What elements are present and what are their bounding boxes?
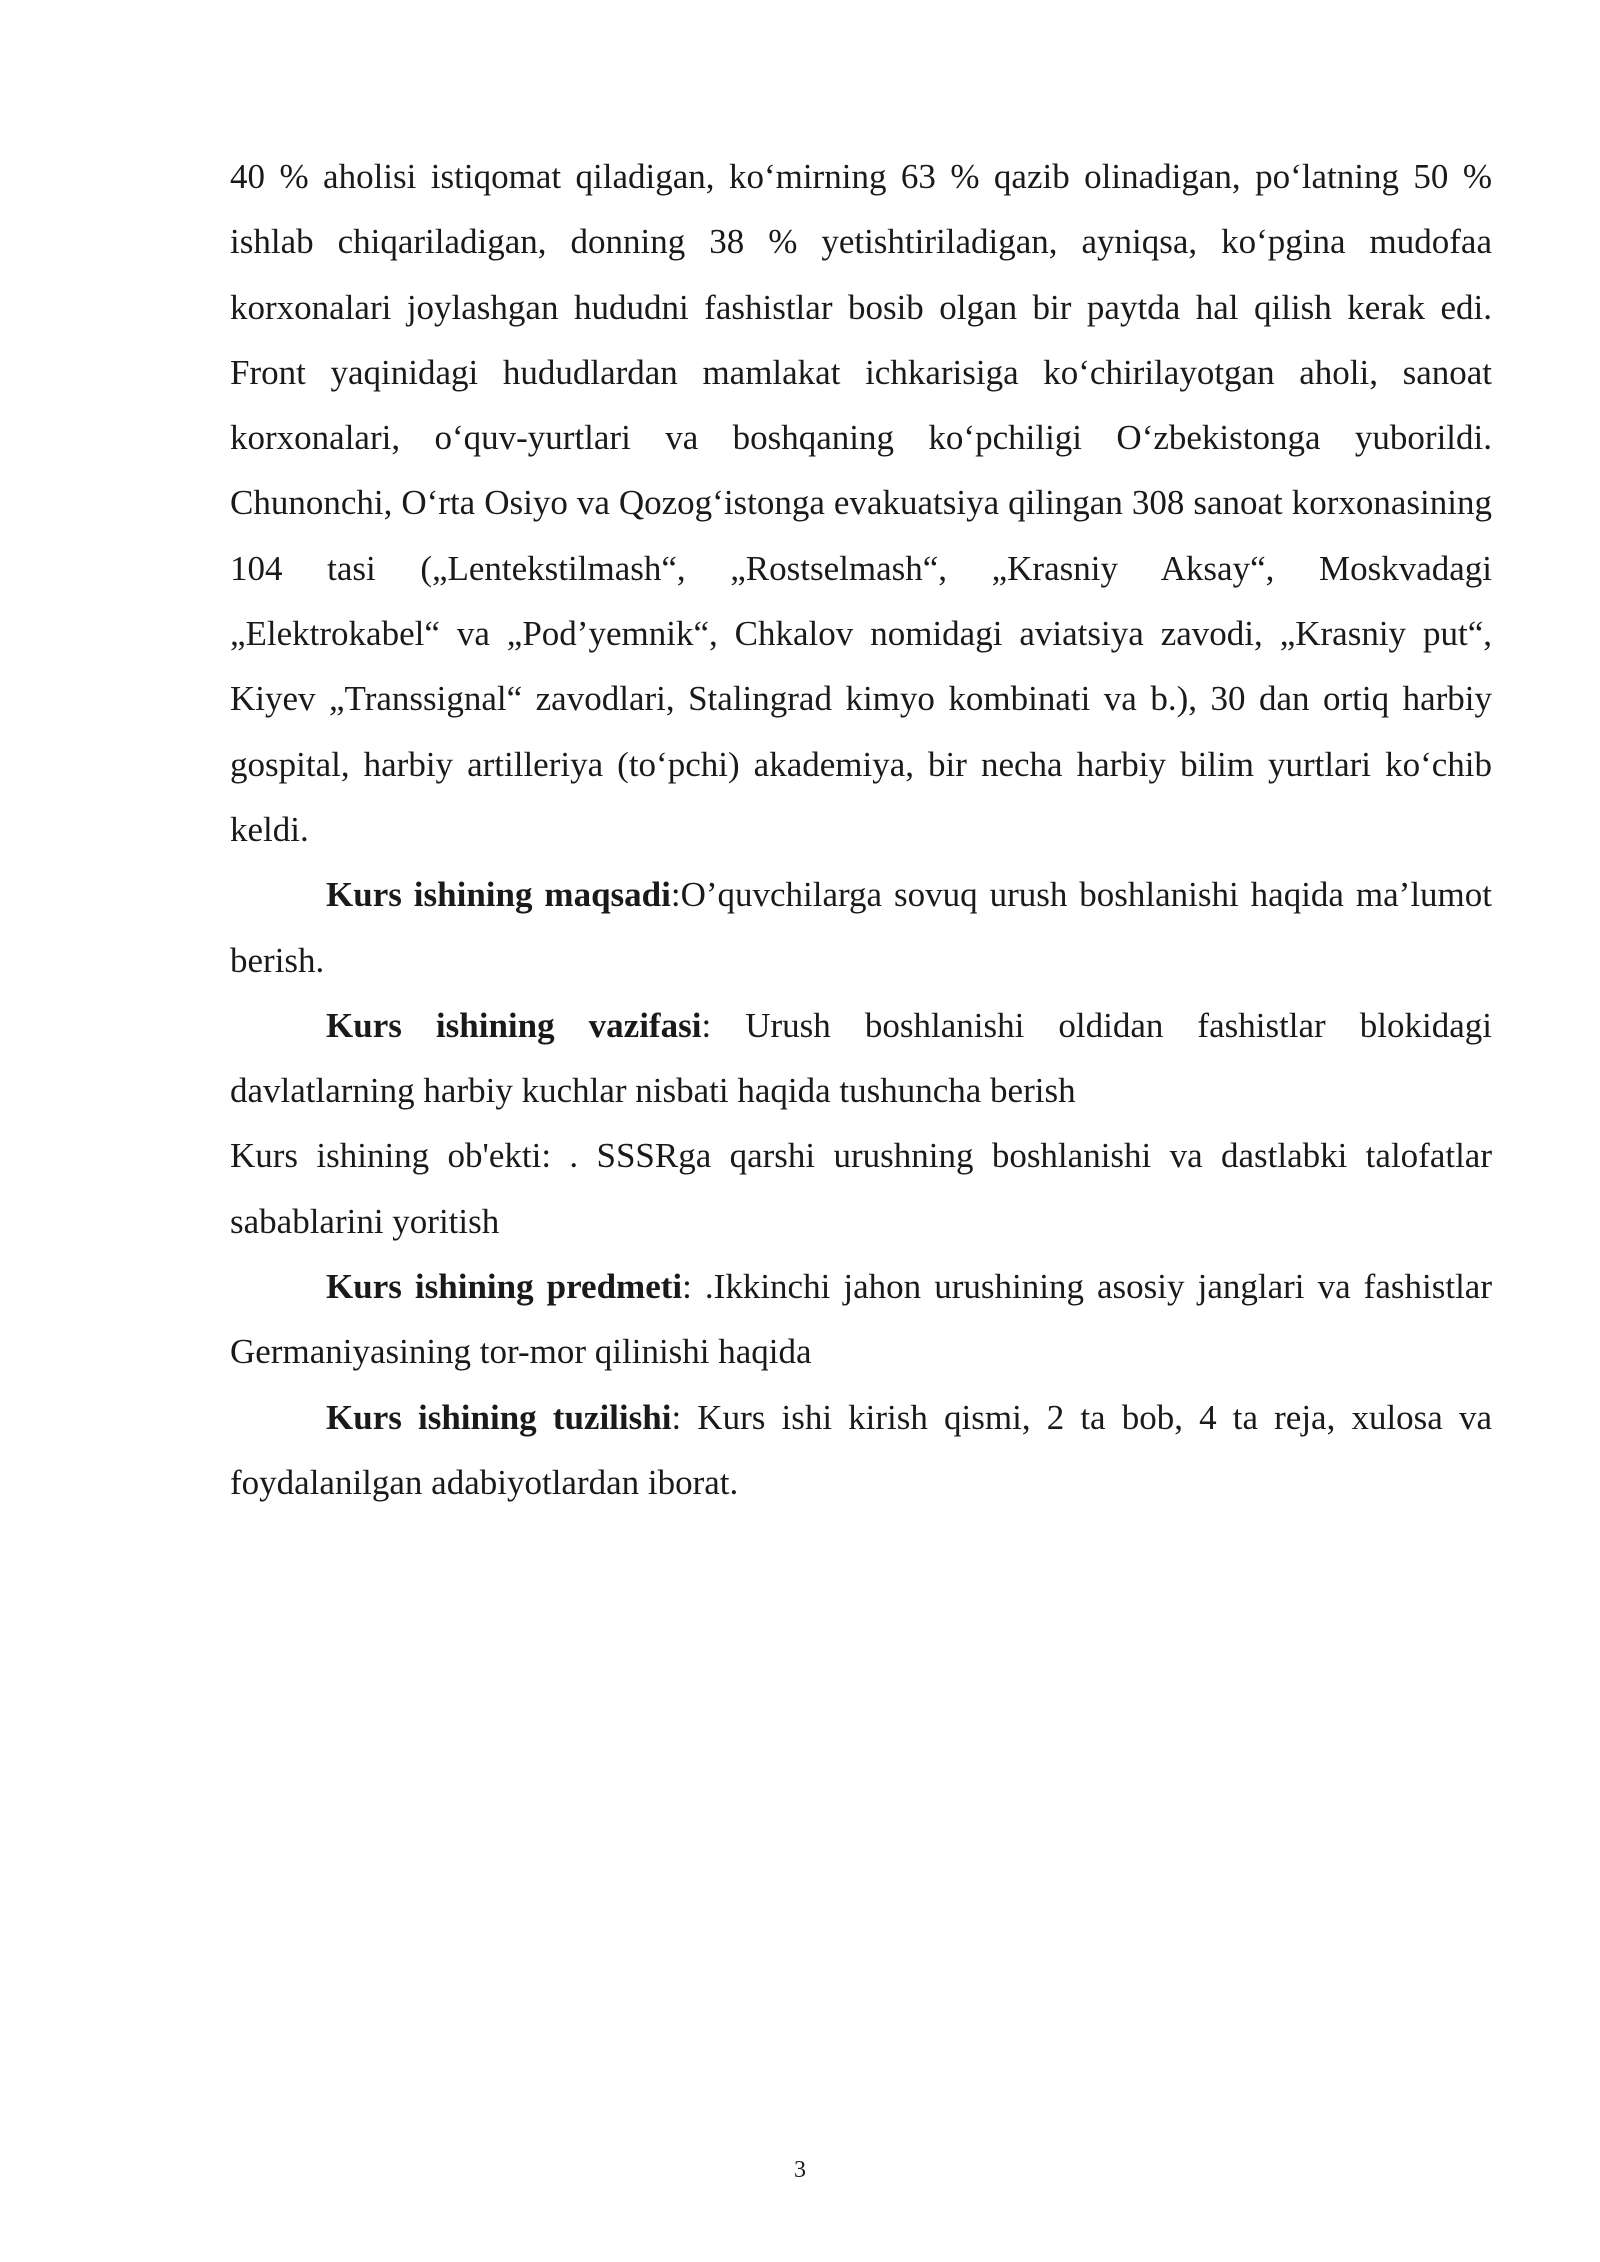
- tuzilishi-text: : Kurs ishi kirish qismi, 2 ta bob, 4 ta reja, xulosa va foydalanilgan adabiyotlardan iborat.: [230, 1397, 1492, 1502]
- paragraph-predmeti: [230, 1254, 1492, 1385]
- paragraph-obekti: Kurs ishining ob'ekti: . SSSRga qarshi urushning boshlanishi va dastlabki talofatlar sabablarini yoritish: [230, 1136, 1492, 1241]
- paragraph-maqsadi: [230, 862, 1492, 993]
- tuzilishi-label: Kurs ishining tuzilishi: [326, 1397, 672, 1437]
- paragraph-evacuation: 40 % aholisi istiqomat qiladigan, ko‘mirning 63 % qazib olinadigan, po‘latning 50 % ishlab chiqariladigan, donning 38 % yetishtiriladigan, ayniqsa, ko‘pgina mudofaa korxonalari joylashgan hududni fashistlar bosib olgan bir paytda hal qilish kerak edi. Front yaqinidagi hududlardan mamlakat ichkarisiga ko‘chirilayotgan aholi, sanoat korxonalari, o‘quv-yurtlari va boshqaning ko‘pchiligi O‘zbekistonga yuborildi. Chunonchi, O‘rta Osiyo va Qozog‘istonga evakuatsiya qilingan 308 sanoat korxonasining 104 tasi („Lentekstilmash“, „Rostselmash“, „Krasniy Aksay“, Moskvadagi „Elektrokabel“ va „Pod’yemnik“, Chkalov nomidagi aviatsiya zavodi, „Krasniy put“, Kiyev „Transsignal“ zavodlari, Stalingrad kimyo kombinati va b.), 30 dan ortiq harbiy gospital, harbiy artilleriya (to‘pchi) akademiya, bir necha harbiy bilim yurtlari ko‘chib keldi.: [230, 157, 1492, 849]
- predmeti-text: : .Ikkinchi jahon urushining asosiy janglari va fashistlar Germaniyasining tor-mor qilinishi haqida: [230, 1267, 1492, 1372]
- predmeti-label: Kurs ishining predmeti: [326, 1267, 683, 1307]
- paragraph-vazifasi: [230, 993, 1492, 1124]
- document-body: [230, 144, 1492, 1515]
- vazifasi-label: Kurs ishining vazifasi: [326, 1005, 702, 1045]
- paragraph-tuzilishi: [230, 1385, 1492, 1516]
- vazifasi-text: : Urush boshlanishi oldidan fashistlar blokidagi davlatlarning harbiy kuchlar nisbati haqida tushuncha berish: [230, 1005, 1492, 1111]
- page-number: 3: [794, 2157, 806, 2183]
- maqsadi-text: :O’quvchilarga sovuq urush boshlanishi haqida ma’lumot berish.: [230, 875, 1492, 980]
- maqsadi-label: Kurs ishining maqsadi: [326, 875, 671, 915]
